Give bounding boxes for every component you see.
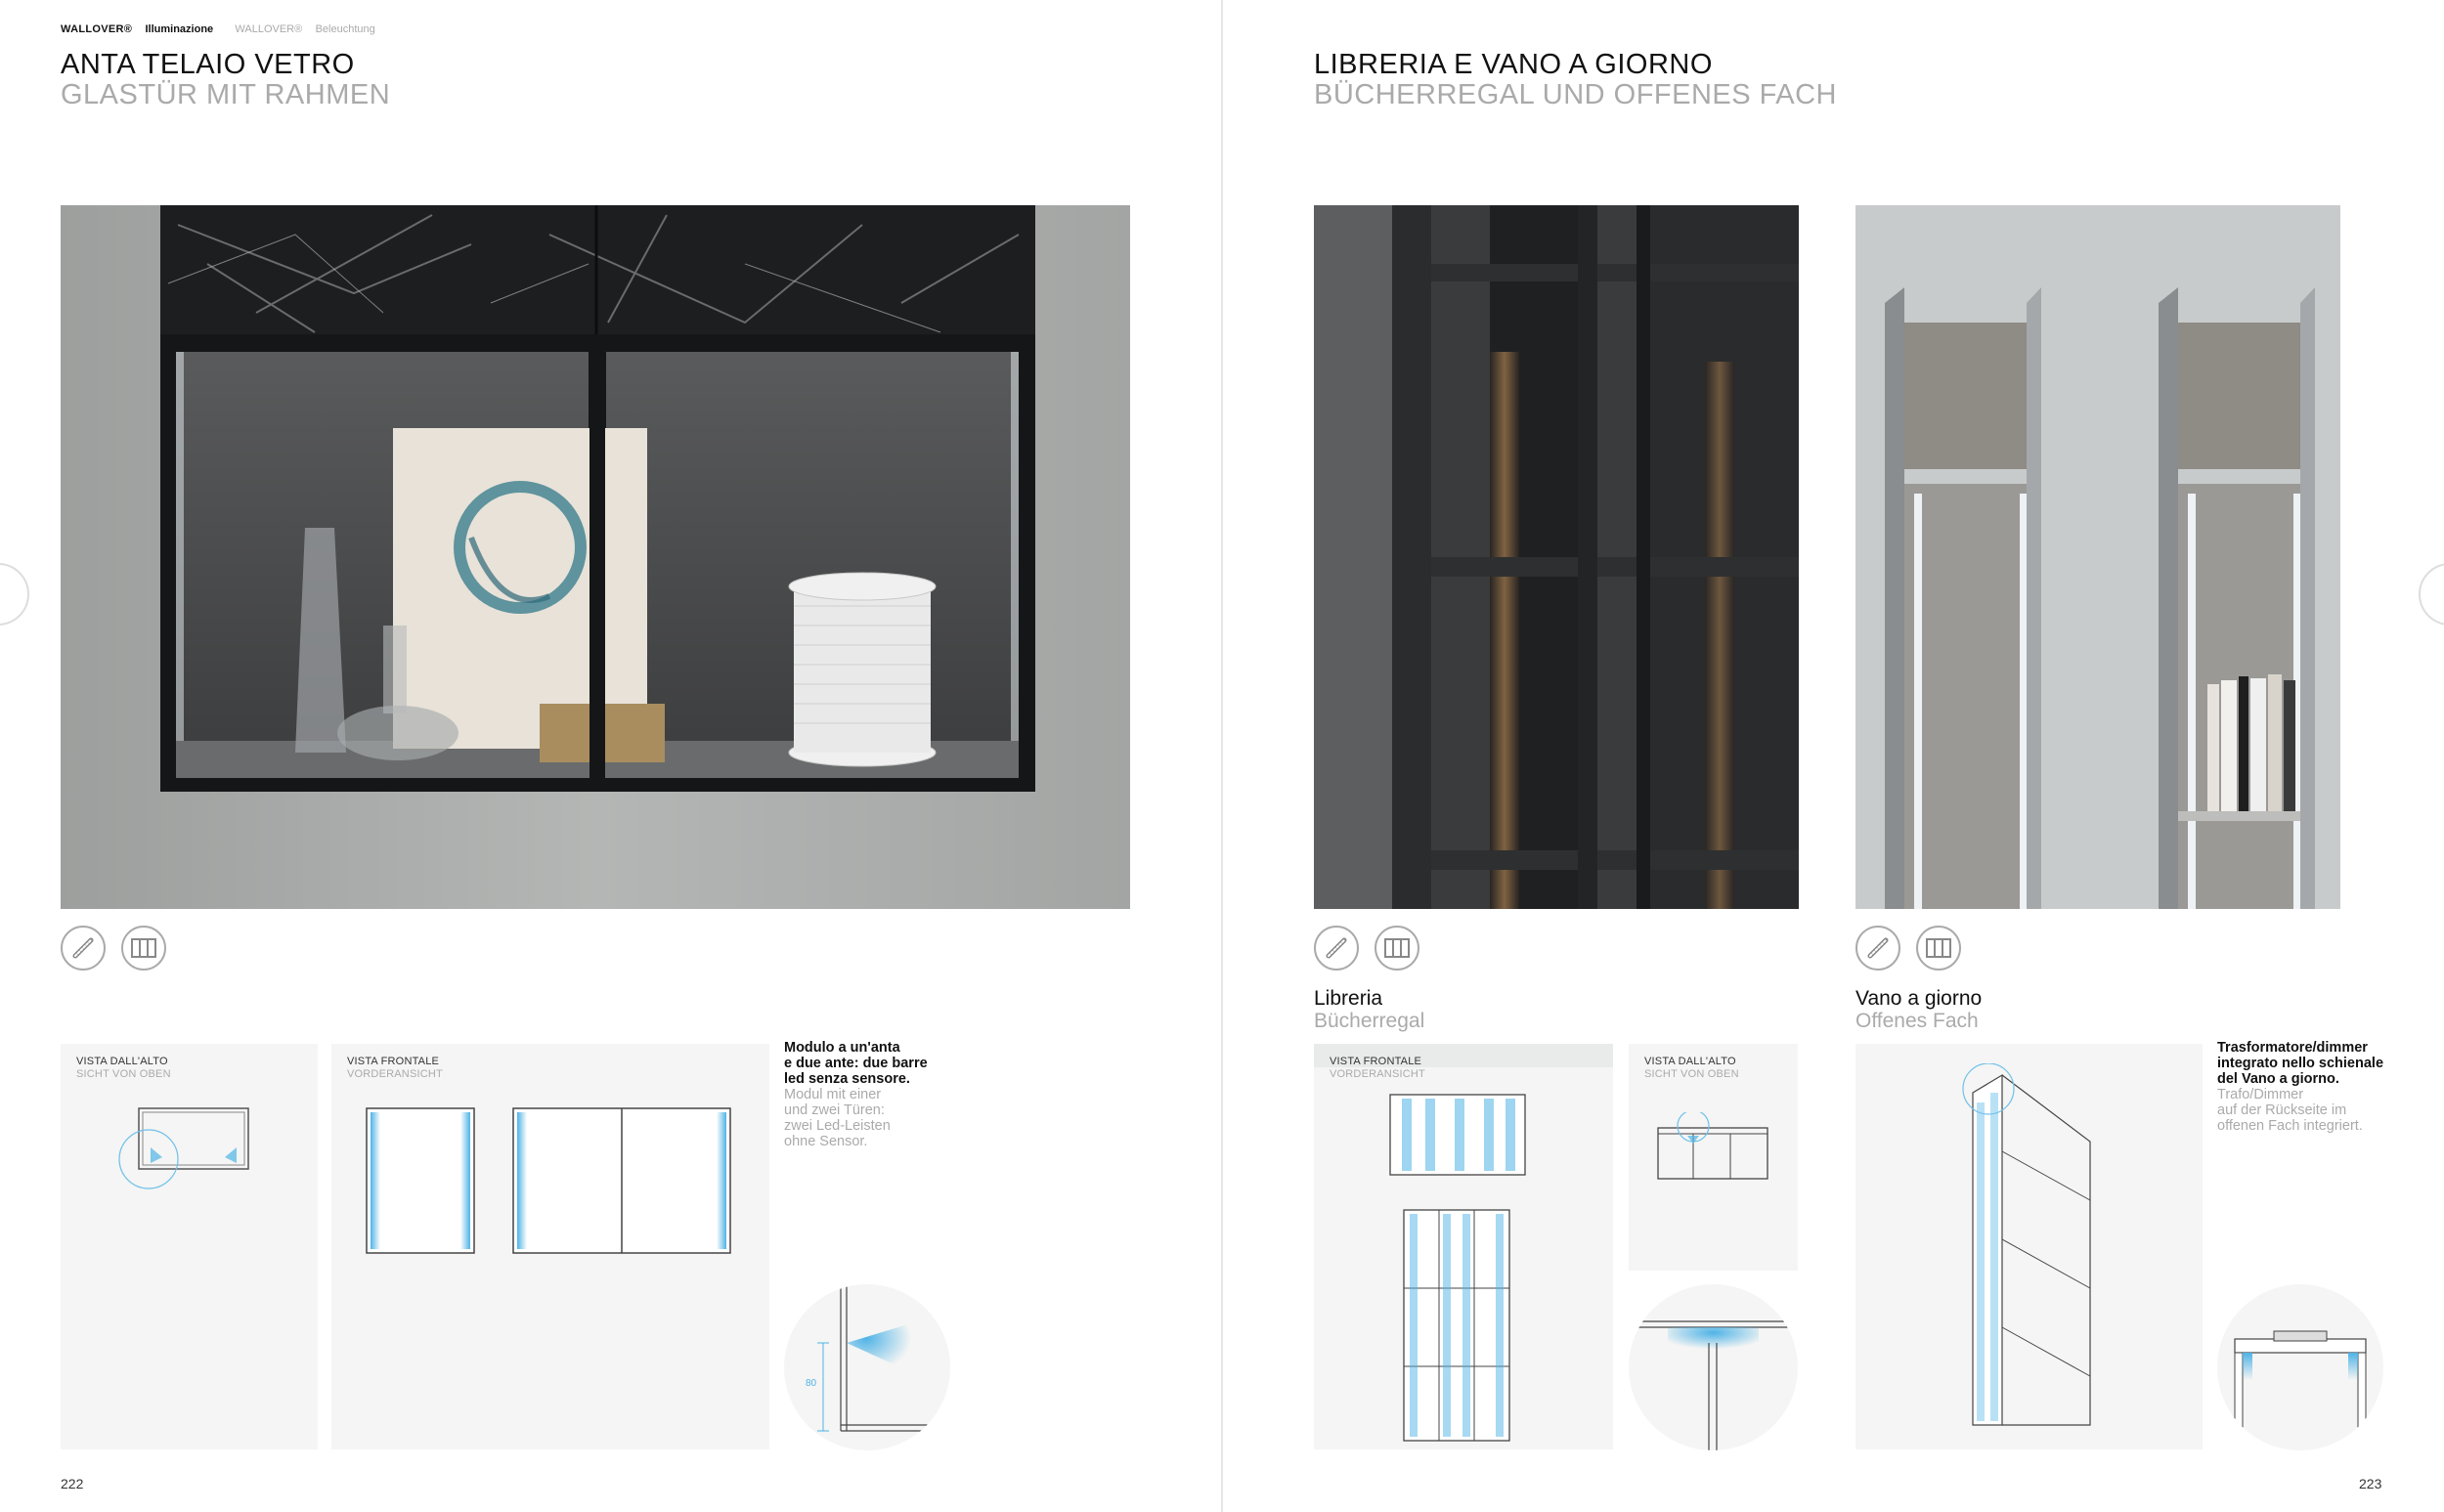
vano-title: Vano a giorno bbox=[1855, 987, 1983, 1010]
cabinet-module-icon bbox=[121, 926, 166, 971]
top-view-label: VISTA DALL'ALTO bbox=[76, 1056, 168, 1067]
libreria-front-drawing bbox=[1382, 1093, 1539, 1445]
front-view-drawing bbox=[361, 1102, 762, 1259]
cabinet-module-icon bbox=[1375, 926, 1419, 971]
transformer-detail bbox=[2217, 1284, 2383, 1450]
header-section-de: Beleuchtung bbox=[315, 23, 375, 35]
libreria-profile-detail bbox=[1629, 1284, 1798, 1450]
page-gutter bbox=[1221, 0, 1223, 1512]
header-brand: WALLOVER® bbox=[61, 23, 133, 35]
top-view-panel bbox=[61, 1044, 318, 1449]
open-compartment-photo bbox=[1855, 205, 2340, 909]
libreria-front-label: VISTA FRONTALE bbox=[1330, 1056, 1422, 1067]
glass-door-cabinet-photo bbox=[61, 205, 1130, 909]
page-number-right: 223 bbox=[2359, 1476, 2382, 1491]
header-brand-de: WALLOVER® bbox=[235, 23, 303, 35]
libreria-title: Libreria bbox=[1314, 987, 1383, 1010]
prev-page-button[interactable] bbox=[0, 563, 29, 626]
front-view-label: VISTA FRONTALE bbox=[347, 1056, 440, 1067]
page-subtitle-right: BÜCHERREGAL UND OFFENES FACH bbox=[1314, 79, 1837, 110]
vano-description: Trasformatore/dimmer integrato nello schienale del Vano a giorno. bbox=[2217, 1040, 2384, 1087]
led-strip-icon bbox=[1855, 926, 1900, 971]
vano-title-de: Offenes Fach bbox=[1855, 1010, 1979, 1032]
libreria-top-sublabel: SICHT VON OBEN bbox=[1644, 1068, 1739, 1080]
vano-drawing bbox=[1953, 1063, 2100, 1435]
libreria-top-panel bbox=[1629, 1044, 1798, 1271]
module-description: Modulo a un'anta e due ante: due barre led senza sensore. bbox=[784, 1040, 928, 1087]
page-number-left: 222 bbox=[61, 1476, 84, 1491]
page-title-right: LIBRERIA E VANO A GIORNO bbox=[1314, 49, 1713, 80]
libreria-title-de: Bücherregal bbox=[1314, 1010, 1425, 1032]
header-section: Illuminazione bbox=[145, 23, 214, 35]
module-description-de: Modul mit einer und zwei Türen: zwei Led-Leisten ohne Sensor. bbox=[784, 1087, 891, 1149]
front-view-panel bbox=[331, 1044, 769, 1449]
next-page-button[interactable] bbox=[2419, 563, 2444, 626]
libreria-top-label: VISTA DALL'ALTO bbox=[1644, 1056, 1736, 1067]
vano-description-de: Trafo/Dimmer auf der Rückseite im offenen Fach integriert. bbox=[2217, 1087, 2363, 1134]
led-profile-detail bbox=[784, 1284, 950, 1450]
led-strip-icon bbox=[61, 926, 106, 971]
dimension-label: 80 bbox=[806, 1378, 817, 1389]
top-view-drawing bbox=[100, 1102, 295, 1220]
libreria-front-panel bbox=[1314, 1044, 1613, 1449]
page-title: ANTA TELAIO VETRO bbox=[61, 49, 355, 80]
bookcase-photo bbox=[1314, 205, 1799, 909]
vano-diagram-panel bbox=[1855, 1044, 2203, 1449]
front-view-sublabel: VORDERANSICHT bbox=[347, 1068, 443, 1080]
top-view-sublabel: SICHT VON OBEN bbox=[76, 1068, 171, 1080]
led-strip-icon bbox=[1314, 926, 1359, 971]
libreria-front-sublabel: VORDERANSICHT bbox=[1330, 1068, 1425, 1080]
cabinet-module-icon bbox=[1916, 926, 1961, 971]
page-subtitle: GLASTÜR MIT RAHMEN bbox=[61, 79, 391, 110]
libreria-top-drawing bbox=[1648, 1112, 1785, 1200]
running-header bbox=[61, 20, 375, 37]
